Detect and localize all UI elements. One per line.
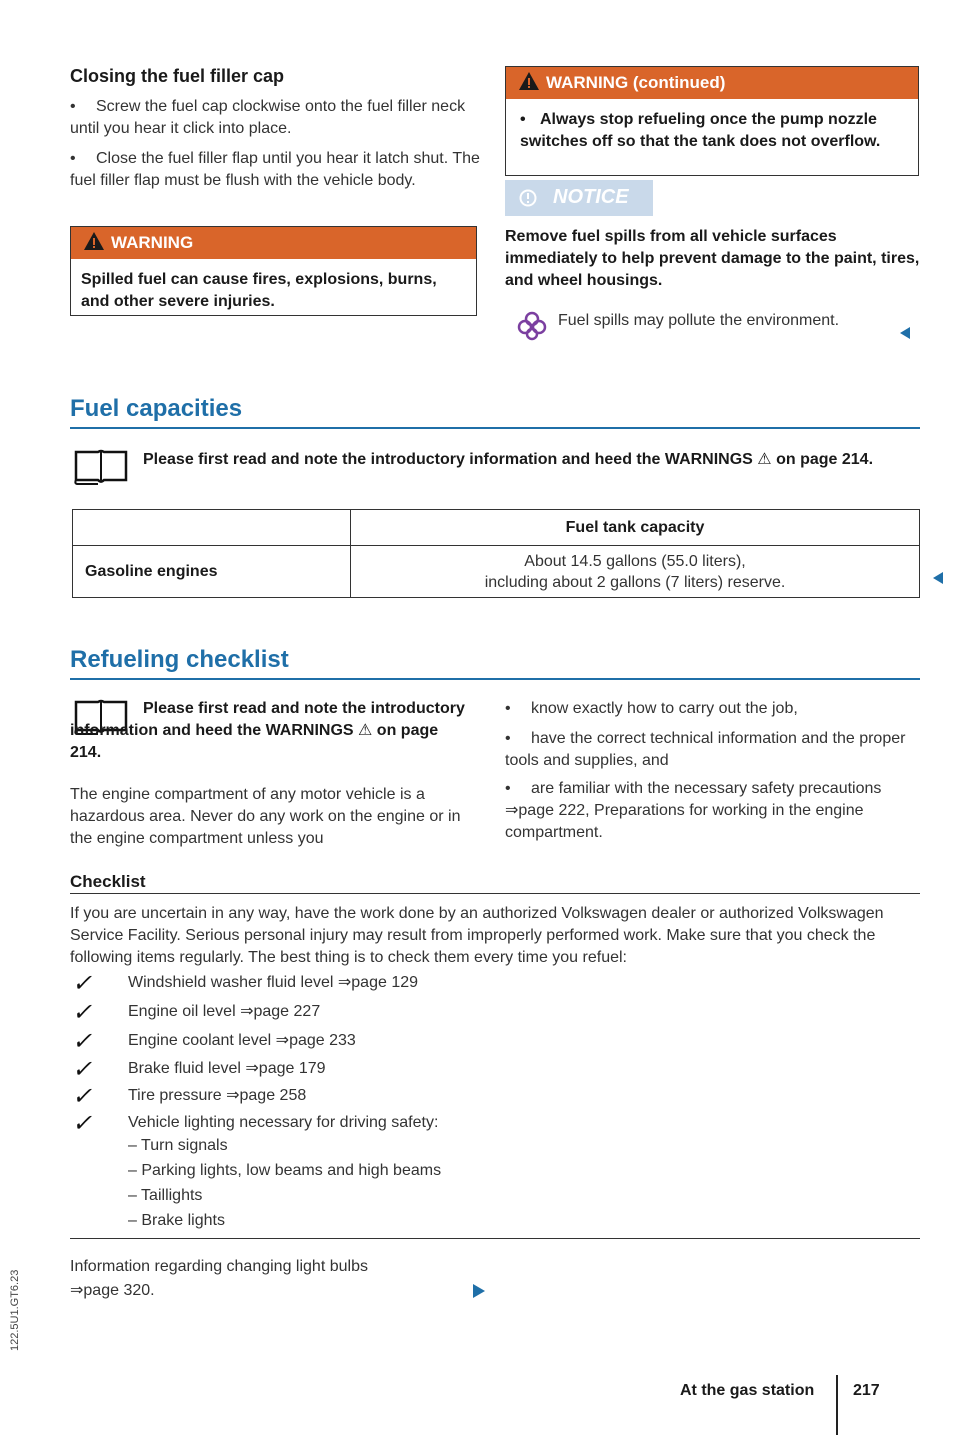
continue-arrow-icon <box>473 1284 485 1298</box>
checklist-item: ✓ Tire pressure ⇒page 258 <box>72 1082 307 1110</box>
environment-icon <box>516 310 548 342</box>
list-item: • have the correct technical information and the proper tools and supplies, and <box>505 730 906 769</box>
checkmark-icon: ✓ <box>72 969 93 997</box>
list-item: • know exactly how to carry out the job, <box>505 700 798 717</box>
section-title-fuel-capacities: Fuel capacities <box>70 395 243 422</box>
sub-item: – Parking lights, low beams and high beams <box>128 1162 442 1179</box>
list-item: • Screw the fuel cap clockwise onto the fuel filler neck until you hear it click into place. <box>70 98 466 137</box>
checkmark-icon: ✓ <box>72 998 93 1026</box>
footer-page-divider <box>836 1375 838 1435</box>
warning-icon <box>518 71 540 91</box>
warning-continued-text: • Always stop refueling once the pump nozzle switches off so that the tank does not overflow. <box>520 111 881 150</box>
checklist-item: ✓ Brake fluid level ⇒page 179 <box>72 1055 326 1083</box>
warning-icon <box>83 231 105 251</box>
table-row-label: Gasoline engines <box>73 546 351 598</box>
book-icon <box>70 446 132 488</box>
notice-text: Remove fuel spills from all vehicle surfaces immediately to help prevent damage to the paint, tires, and wheel housings. <box>505 228 920 289</box>
checkmark-icon: ✓ <box>72 1055 93 1083</box>
sub-item: – Taillights <box>128 1187 203 1204</box>
list-item: • Close the fuel filler flap until you hear it latch shut. The fuel filler flap must be flush with the vehicle body. <box>70 150 480 189</box>
refueling-intro: Please first read and note the introductory information and heed the WARNINGS ⚠ on page 214. <box>70 700 465 761</box>
end-marker <box>933 572 943 584</box>
checklist-item: ✓ Windshield washer fluid level ⇒page 129 <box>72 969 419 997</box>
checkmark-icon: ✓ <box>72 1082 93 1110</box>
list-item: • are familiar with the necessary safety precautions ⇒page 222, Preparations for working in the engine compartment. <box>505 780 882 841</box>
divider <box>70 1238 920 1239</box>
warning-text: Spilled fuel can cause fires, explosions, burns, and other severe injuries. <box>81 271 437 310</box>
table-cell <box>73 510 351 546</box>
sub-item: – Turn signals <box>128 1137 228 1154</box>
fuel-intro: Please first read and note the introductory information and heed the WARNINGS ⚠ on page 214. <box>143 451 874 468</box>
table-header: Fuel tank capacity <box>351 510 920 546</box>
warning-continued-header: WARNING (continued) <box>506 67 918 99</box>
warning-continued-box <box>505 66 919 176</box>
footer-section: At the gas station <box>680 1382 815 1399</box>
info-icon <box>519 189 537 207</box>
info-link[interactable]: ⇒page 320. <box>70 1282 155 1299</box>
warning-header: WARNING <box>71 227 476 259</box>
sub-item: – Brake lights <box>128 1212 225 1229</box>
divider <box>70 427 920 429</box>
page-number: 217 <box>853 1382 880 1399</box>
end-marker <box>900 327 910 339</box>
checklist-item: ✓ Vehicle lighting necessary for driving safety: <box>72 1109 439 1137</box>
closing-heading: Closing the fuel filler cap <box>70 66 285 86</box>
checkmark-icon: ✓ <box>72 1109 93 1137</box>
side-code: 122.5U1.GT6.23 <box>9 1269 21 1351</box>
checklist-paragraph: If you are uncertain in any way, have the work done by an authorized Volkswagen dealer or authorized Volkswagen Service Facility. Serious personal injury may result from improperly performed work. Make sure that you check the following items regularly. The best thing is to check them every time you refuel: <box>70 905 884 966</box>
table-cell: About 14.5 gallons (55.0 liters), including about 2 gallons (7 liters) reserve. <box>351 546 920 598</box>
notice-badge: NOTICE <box>505 180 653 216</box>
table-row <box>73 510 920 546</box>
environment-text: Fuel spills may pollute the environment. <box>558 312 840 329</box>
checkmark-icon: ✓ <box>72 1027 93 1055</box>
checklist-item: ✓ Engine oil level ⇒page 227 <box>72 998 321 1026</box>
warning-box <box>70 226 477 316</box>
section-title-refueling: Refueling checklist <box>70 646 289 673</box>
checklist-heading: Checklist <box>70 872 146 891</box>
info-line: Information regarding changing light bulbs <box>70 1258 368 1275</box>
table-row <box>73 546 920 598</box>
divider <box>70 678 920 680</box>
refueling-paragraph: The engine compartment of any motor vehicle is a hazardous area. Never do any work on the engine or in the engine compartment unless you <box>70 786 461 847</box>
fuel-capacity-table <box>72 509 920 598</box>
checklist-item: ✓ Engine coolant level ⇒page 233 <box>72 1027 356 1055</box>
divider <box>70 893 920 894</box>
